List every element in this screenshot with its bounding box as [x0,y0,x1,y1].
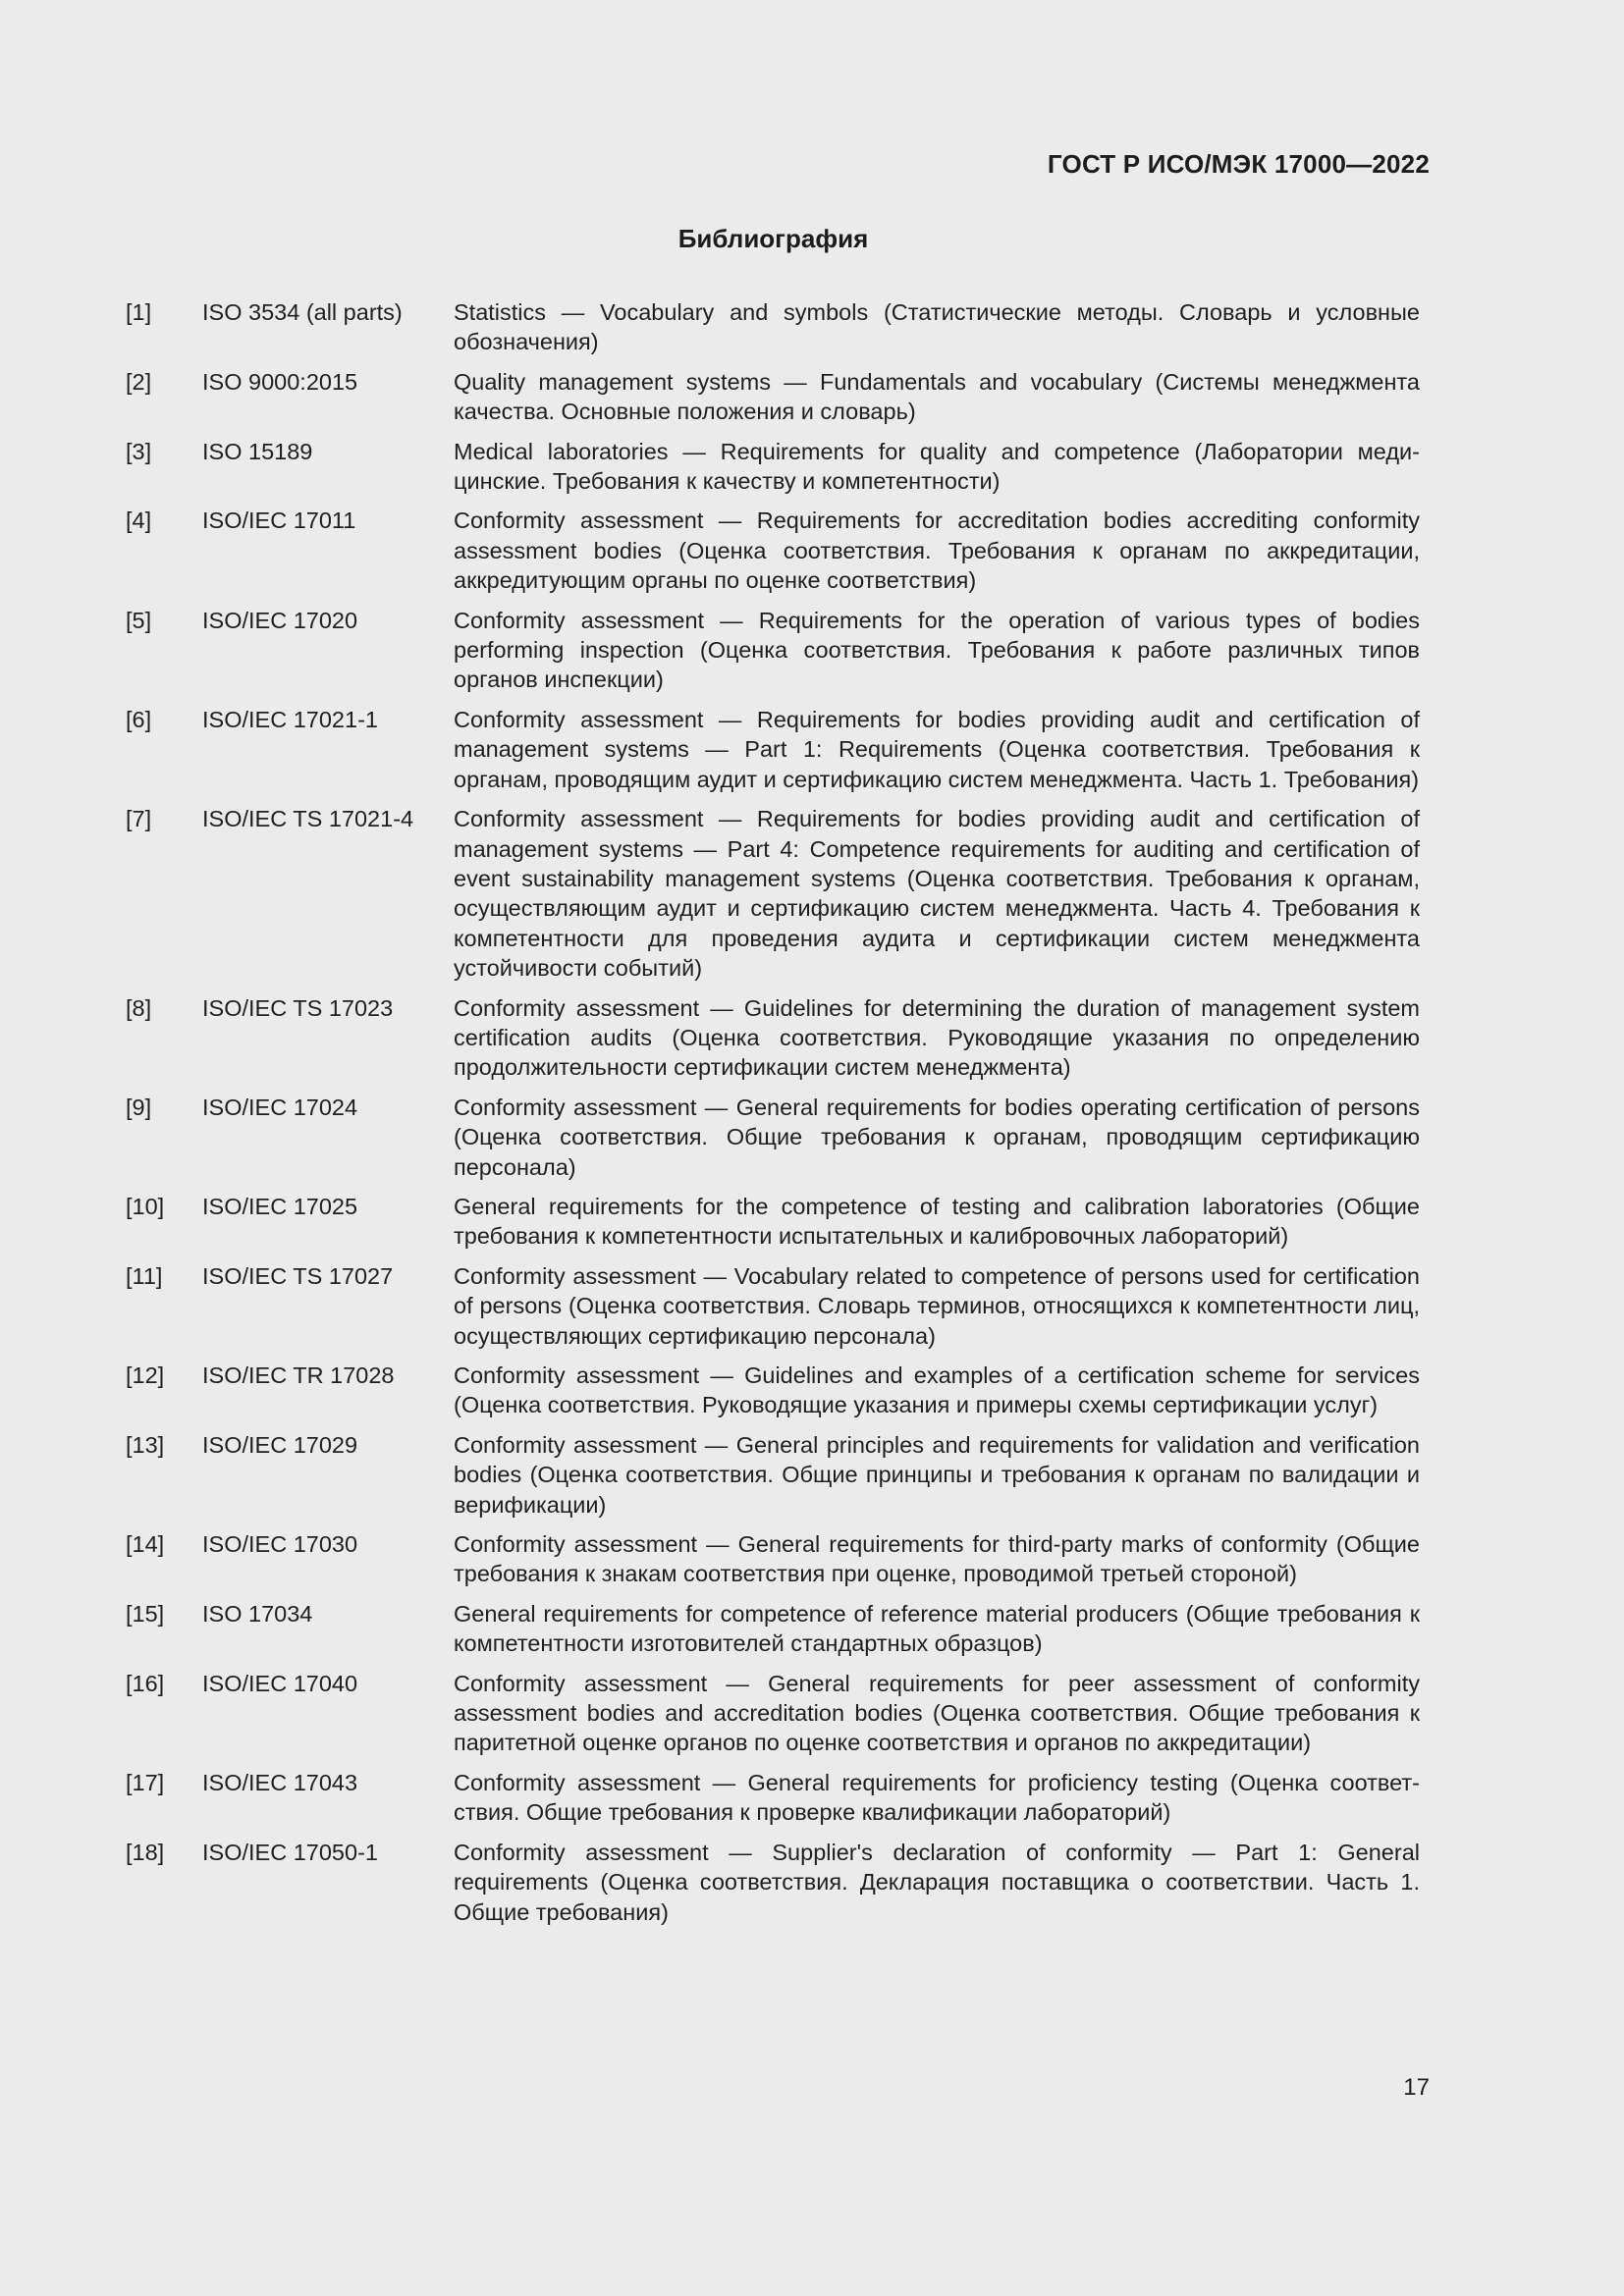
entry-standard-code: ISO/IEC 17025 [202,1193,358,1219]
bibliography-entry [126,506,1420,595]
document-standard-id: ГОСТ Р ИСО/МЭК 17000—2022 [1047,149,1430,179]
bibliography-entry [126,1768,1420,1828]
bibliography-entry [126,705,1420,794]
bibliography-list [126,297,1420,1937]
bibliography-entry [126,1192,1420,1252]
entry-number: [7] [126,806,152,832]
entry-standard-code: ISO 15189 [202,438,313,464]
bibliography-entry [126,1669,1420,1758]
bibliography-entry [126,1361,1420,1420]
entry-standard-code: ISO/IEC 17030 [202,1531,358,1558]
bibliography-entry [126,804,1420,983]
bibliography-entry [126,993,1420,1083]
entry-standard-code: ISO 9000:2015 [202,368,358,395]
entry-number: [18] [126,1839,165,1865]
bibliography-entry [126,367,1420,427]
entry-title: Conformity assessment — General requirements for third-party marks of conformity (Общие требования к знакам соответствия при оценке, проводимой третьей стороной) [454,1531,1420,1587]
bibliography-entry [126,1838,1420,1927]
entry-number: [9] [126,1094,152,1120]
entry-title: Conformity assessment — Guidelines and examples of a certification scheme for services (Оценка соответствия. Руководящие указания и примеры схемы сертификации услуг) [454,1362,1420,1418]
entry-title: Conformity assessment — Requirements for bodies providing audit and certification of management systems — Part 4: Competence requirements for auditing and certification of event sustainability management systems (Оценка соответствия. Требования к органам, осуществляющим аудит и сертификацию систем менеджмента. Часть 4. Требования к компетентности для проведения аудита и сертификации систем менеджмента устойчивости событий) [454,806,1420,982]
entry-number: [4] [126,507,152,534]
entry-number: [14] [126,1531,165,1558]
entry-number: [1] [126,299,152,325]
entry-standard-code: ISO/IEC TS 17023 [202,994,394,1021]
entry-number: [17] [126,1769,165,1795]
entry-standard-code: ISO/IEC 17024 [202,1094,358,1120]
entry-title: Conformity assessment — Vocabulary related to competence of persons used for certification of persons (Оценка соответствия. Словарь терминов, относящихся к компетентности лиц, осуществляющих сертификацию персонала) [454,1262,1420,1349]
entry-standard-code: ISO 17034 [202,1600,313,1627]
bibliography-entry [126,1599,1420,1659]
entry-title: General requirements for competence of reference material producers (Общие требования к компетентности изготовителей стандартных образцов) [454,1600,1420,1657]
entry-standard-code: ISO/IEC 17020 [202,607,358,633]
entry-title: Conformity assessment — Requirements for bodies providing audit and certification of management systems — Part 1: Requirements (Оценка соответствия. Требования к органам, проводящим аудит и сертификацию систем менеджмента. Часть 1. Требования) [454,706,1420,792]
bibliography-entry [126,437,1420,497]
entry-number: [8] [126,994,152,1021]
entry-standard-code: ISO/IEC 17029 [202,1431,358,1458]
entry-number: [3] [126,438,152,464]
entry-title: Conformity assessment — General requirements for bodies operating certification of persons (Оценка соответствия. Общие требования к органам, проводящим сертификацию персонала) [454,1094,1420,1180]
entry-title: Medical laboratories — Requirements for quality and competence (Лаборатории медицинские. Требования к качеству и компетентности) [454,438,1420,495]
entry-number: [2] [126,368,152,395]
entry-standard-code: ISO/IEC 17021-1 [202,706,378,732]
entry-title: Conformity assessment — Supplier's declaration of conformity — Part 1: General requirements (Оценка соответствия. Декларация поставщика о соответствии. Часть 1. Общие требования) [454,1839,1420,1925]
entry-title: Conformity assessment — General requirements for peer assessment of conformity assessment bodies and accreditation bodies (Оценка соответствия. Общие требования к паритетной оценке органов по оценке соответствия и органов по аккредитации) [454,1670,1420,1756]
page-number: 17 [1403,2074,1430,2101]
entry-standard-code: ISO 3534 (all parts) [202,299,403,325]
section-title: Библиография [677,224,869,253]
entry-number: [11] [126,1262,163,1289]
entry-number: [5] [126,607,152,633]
bibliography-entry [126,1430,1420,1520]
bibliography-entry [126,297,1420,357]
entry-standard-code: ISO/IEC 17043 [202,1769,358,1795]
bibliography-entry [126,606,1420,695]
bibliography-entry [126,1529,1420,1589]
entry-number: [10] [126,1193,165,1219]
entry-title: Conformity assessment — General requirements for proficiency testing (Оценка соответствия. Общие требования к проверке квалификации лабораторий) [454,1769,1420,1826]
entry-title: Conformity assessment — General principles and requirements for validation and verification bodies (Оценка соответствия. Общие принципы и требования к органам по валидации и верификации) [454,1431,1420,1518]
entry-standard-code: ISO/IEC TS 17027 [202,1262,394,1289]
bibliography-entry [126,1093,1420,1182]
entry-standard-code: ISO/IEC TR 17028 [202,1362,395,1388]
bibliography-entry [126,1261,1420,1351]
entry-number: [15] [126,1600,165,1627]
entry-title: Conformity assessment — Requirements for accreditation bodies accrediting conformity assessment bodies (Оценка соответствия. Требования к органам по аккредитации, аккредитующим органы по оценке соответствия) [454,507,1420,594]
entry-title: Conformity assessment — Requirements for the operation of various types of bodies performing inspection (Оценка соответствия. Требования к работе различных типов органов инспекции) [454,607,1420,693]
entry-title: Conformity assessment — Guidelines for determining the duration of management system certification audits (Оценка соответствия. Руководящие указания по определению продолжительности сертификации систем менеджмента) [454,994,1420,1081]
entry-standard-code: ISO/IEC 17011 [202,507,356,534]
entry-standard-code: ISO/IEC 17040 [202,1670,358,1696]
entry-number: [16] [126,1670,165,1696]
entry-standard-code: ISO/IEC TS 17021-4 [202,806,414,832]
entry-number: [6] [126,706,152,732]
entry-title: General requirements for the competence of testing and calibration laboratories (Общие требования к компетентности испытательных и калибровочных лабораторий) [454,1193,1420,1250]
entry-title: Statistics — Vocabulary and symbols (Статистические методы. Словарь и условные обозначения) [454,299,1420,355]
entry-number: [12] [126,1362,165,1388]
entry-number: [13] [126,1431,165,1458]
entry-standard-code: ISO/IEC 17050-1 [202,1839,378,1865]
entry-title: Quality management systems — Fundamentals and vocabulary (Системы менеджмента качества. Основные положения и словарь) [454,368,1420,425]
